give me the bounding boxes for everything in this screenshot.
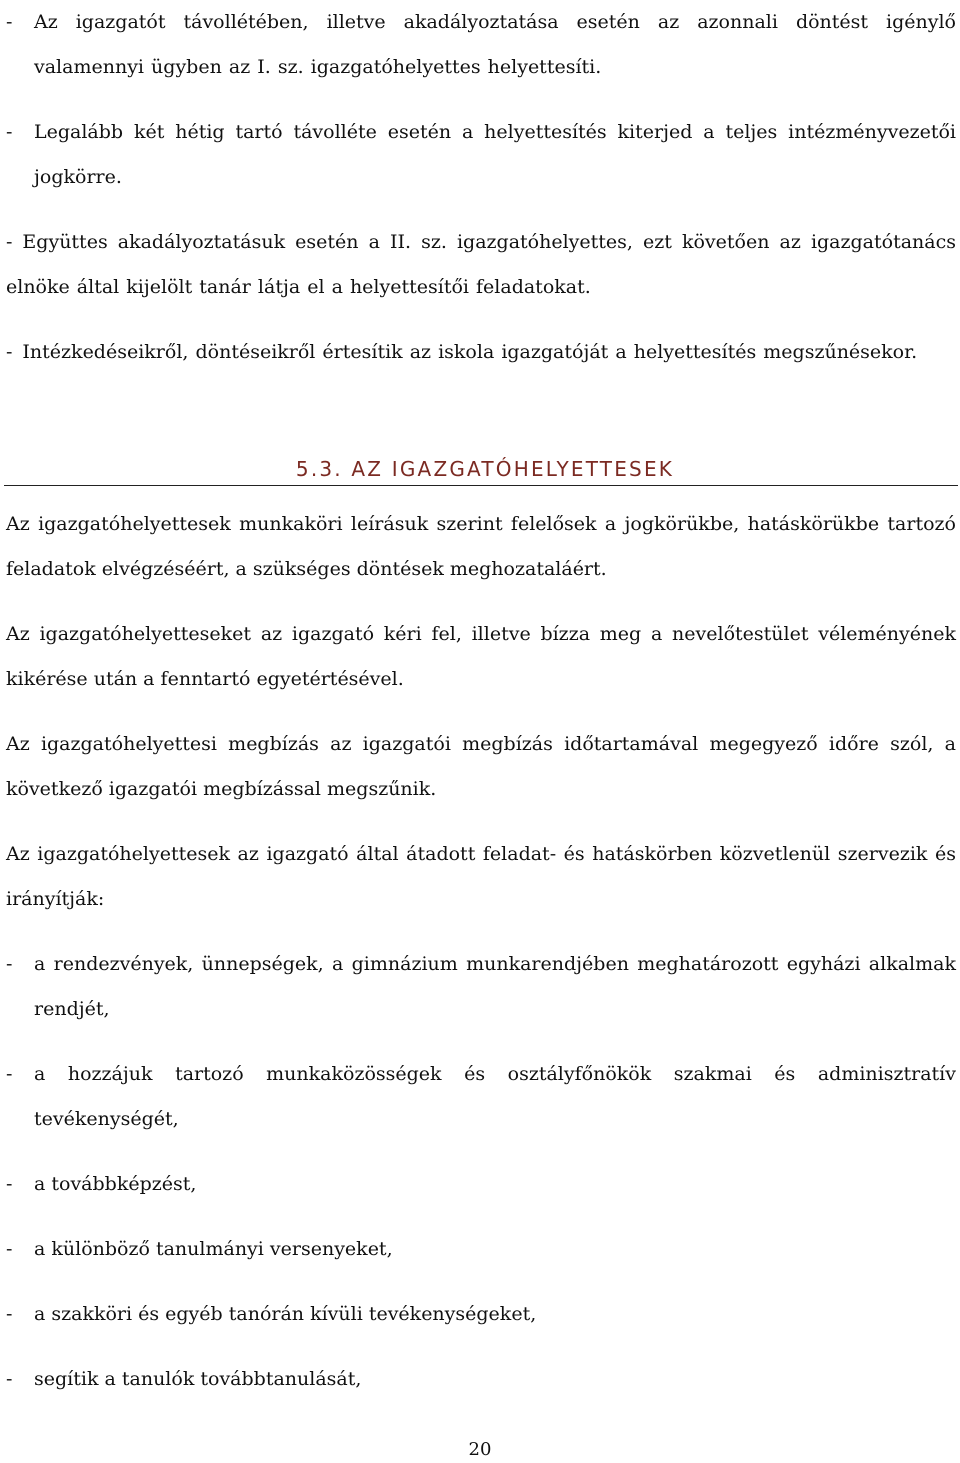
list-item xyxy=(6,942,956,1032)
substitution-list xyxy=(6,0,956,375)
paragraph: Az igazgatóhelyettesi megbízás az igazgatói megbízás időtartamával megegyező időre szól, a következő igazgatói megbízással megszűnik. xyxy=(6,733,956,800)
list-item-text: a szakköri és egyéb tanórán kívüli tevékenységeket, xyxy=(34,1303,537,1325)
list-dash: - xyxy=(6,1238,13,1260)
paragraph: Az igazgatóhelyettesek munkaköri leírásuk szerint felelősek a jogkörükbe, hatáskörükbe tartozó feladatok elvégzéséért, a szükséges döntések meghozataláért. xyxy=(6,513,956,580)
list-item xyxy=(6,110,956,200)
list-item xyxy=(6,1227,956,1272)
paragraph: Az igazgatóhelyettesek az igazgató által átadott feladat- és hatáskörben közvetlenül szervezik és irányítják: xyxy=(6,843,956,910)
list-item-text: segítik a tanulók továbbtanulását, xyxy=(34,1368,362,1390)
list-item xyxy=(6,0,956,90)
list-item-text: Legalább két hétig tartó távolléte esetén a helyettesítés kiterjed a teljes intézményvezetői jogkörre. xyxy=(34,121,956,188)
list-item xyxy=(6,1052,956,1142)
list-item-text: a hozzájuk tartozó munkaközösségek és osztályfőnökök szakmai és adminisztratív tevékenységét, xyxy=(34,1063,956,1130)
list-dash: - xyxy=(6,121,13,143)
list-item xyxy=(6,220,956,310)
list-dash: - xyxy=(6,1063,13,1085)
section-heading xyxy=(0,452,960,486)
list-item-text: Az igazgatót távollétében, illetve akadályoztatása esetén az azonnali döntést igénylő valamennyi ügyben az I. sz. igazgatóhelyettes helyettesíti. xyxy=(34,11,956,78)
list-item-text: Intézkedéseikről, döntéseikről értesítik az iskola igazgatóját a helyettesítés megszűnésekor. xyxy=(22,341,918,363)
page-number: 20 xyxy=(468,1439,492,1460)
section-body xyxy=(6,502,956,1422)
list-dash: - xyxy=(6,1173,13,1195)
list-item-text: Együttes akadályoztatásuk esetén a II. sz. igazgatóhelyettes, ezt követően az igazgatótanács elnöke által kijelölt tanár látja el a helyettesítői feladatokat. xyxy=(6,231,956,298)
list-item-text: a rendezvények, ünnepségek, a gimnázium munkarendjében meghatározott egyházi alkalmak rendjét, xyxy=(34,953,956,1020)
list-item-text: a továbbképzést, xyxy=(34,1173,197,1195)
list-item xyxy=(6,1162,956,1207)
list-item-text: a különböző tanulmányi versenyeket, xyxy=(34,1238,393,1260)
section-number: 5.3. xyxy=(295,457,343,481)
list-item xyxy=(6,1357,956,1402)
heading-rule xyxy=(4,485,958,486)
section-title: AZ IGAZGATÓHELYETTESEK xyxy=(351,457,675,481)
list-dash: - xyxy=(6,1303,13,1325)
list-dash: - xyxy=(6,953,13,975)
list-dash: - xyxy=(6,11,13,33)
duties-list xyxy=(6,942,956,1402)
paragraph: Az igazgatóhelyetteseket az igazgató kéri fel, illetve bízza meg a nevelőtestület véleményének kikérése után a fenntartó egyetértésével. xyxy=(6,623,956,690)
list-dash: - xyxy=(6,341,13,363)
list-item xyxy=(6,1292,956,1337)
list-dash: - xyxy=(6,231,13,253)
list-item xyxy=(6,330,956,375)
list-dash: - xyxy=(6,1368,13,1390)
